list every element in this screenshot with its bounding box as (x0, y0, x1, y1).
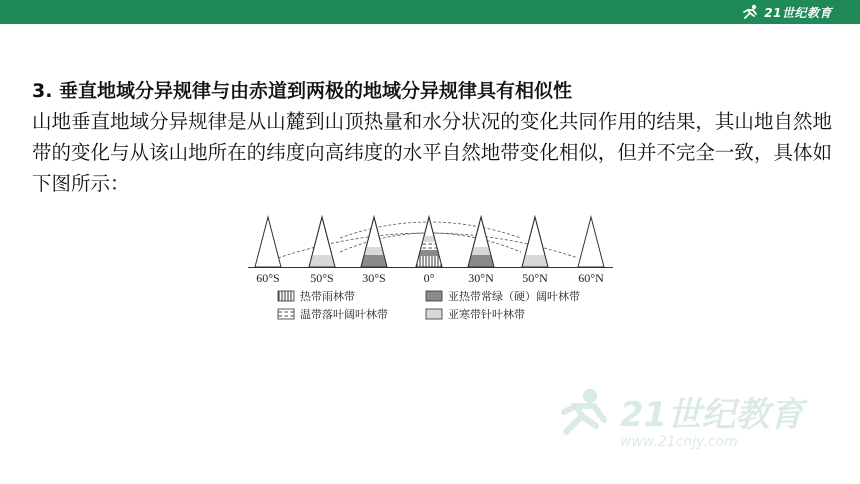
lat-label-60s: 60°S (256, 271, 280, 285)
legend-label-subtropical: 亚热带常绿（硬）阔叶林带 (448, 290, 580, 303)
logo-text: 21世纪教育 (764, 5, 832, 20)
top-banner (0, 0, 860, 24)
body-paragraph: 山地垂直地域分异规律是从山麓到山顶热量和水分状况的变化共同作用的结果，其山地自然地带的变化与从该山地所在的纬度向高纬度的水平自然地带变化相似，但并不完全一致，具体如下图所示： (32, 110, 832, 195)
brand-logo (742, 2, 832, 22)
legend-label-temperate: 温带落叶阔叶林带 (300, 308, 388, 321)
lat-label-50n: 50°N (522, 271, 548, 285)
mountain-50s (309, 217, 335, 267)
legend-swatch-tropical (278, 291, 294, 301)
legend-swatch-subtropical (426, 291, 442, 301)
legend-label-tropical: 热带雨林带 (300, 290, 355, 303)
legend-swatch-subarctic (426, 309, 442, 319)
svg-text:21世纪教育: 21世纪教育 (620, 395, 804, 435)
mountain-60s (255, 217, 281, 267)
svg-text:www.21cnjy.com: www.21cnjy.com (620, 434, 738, 450)
lat-label-60n: 60°N (578, 271, 604, 285)
mountain-50n (522, 217, 548, 267)
mountain-60n (578, 217, 604, 267)
altitudinal-zonation-figure (248, 214, 628, 332)
mountain-30s (361, 217, 387, 267)
section-heading: 3. 垂直地域分异规律与由赤道到两极的地域分异规律具有相似性 (32, 80, 573, 102)
lat-label-30s: 30°S (362, 271, 386, 285)
lat-label-50s: 50°S (310, 271, 334, 285)
legend-label-subarctic: 亚寒带针叶林带 (448, 308, 525, 321)
legend-swatch-temperate (278, 309, 294, 319)
mountain-30n (468, 217, 494, 267)
lat-label-0: 0° (423, 271, 435, 285)
legend (278, 289, 580, 321)
mountain-0 (416, 217, 442, 267)
lat-label-30n: 30°N (468, 271, 494, 285)
watermark-logo (560, 382, 830, 452)
runner-icon (742, 4, 760, 20)
